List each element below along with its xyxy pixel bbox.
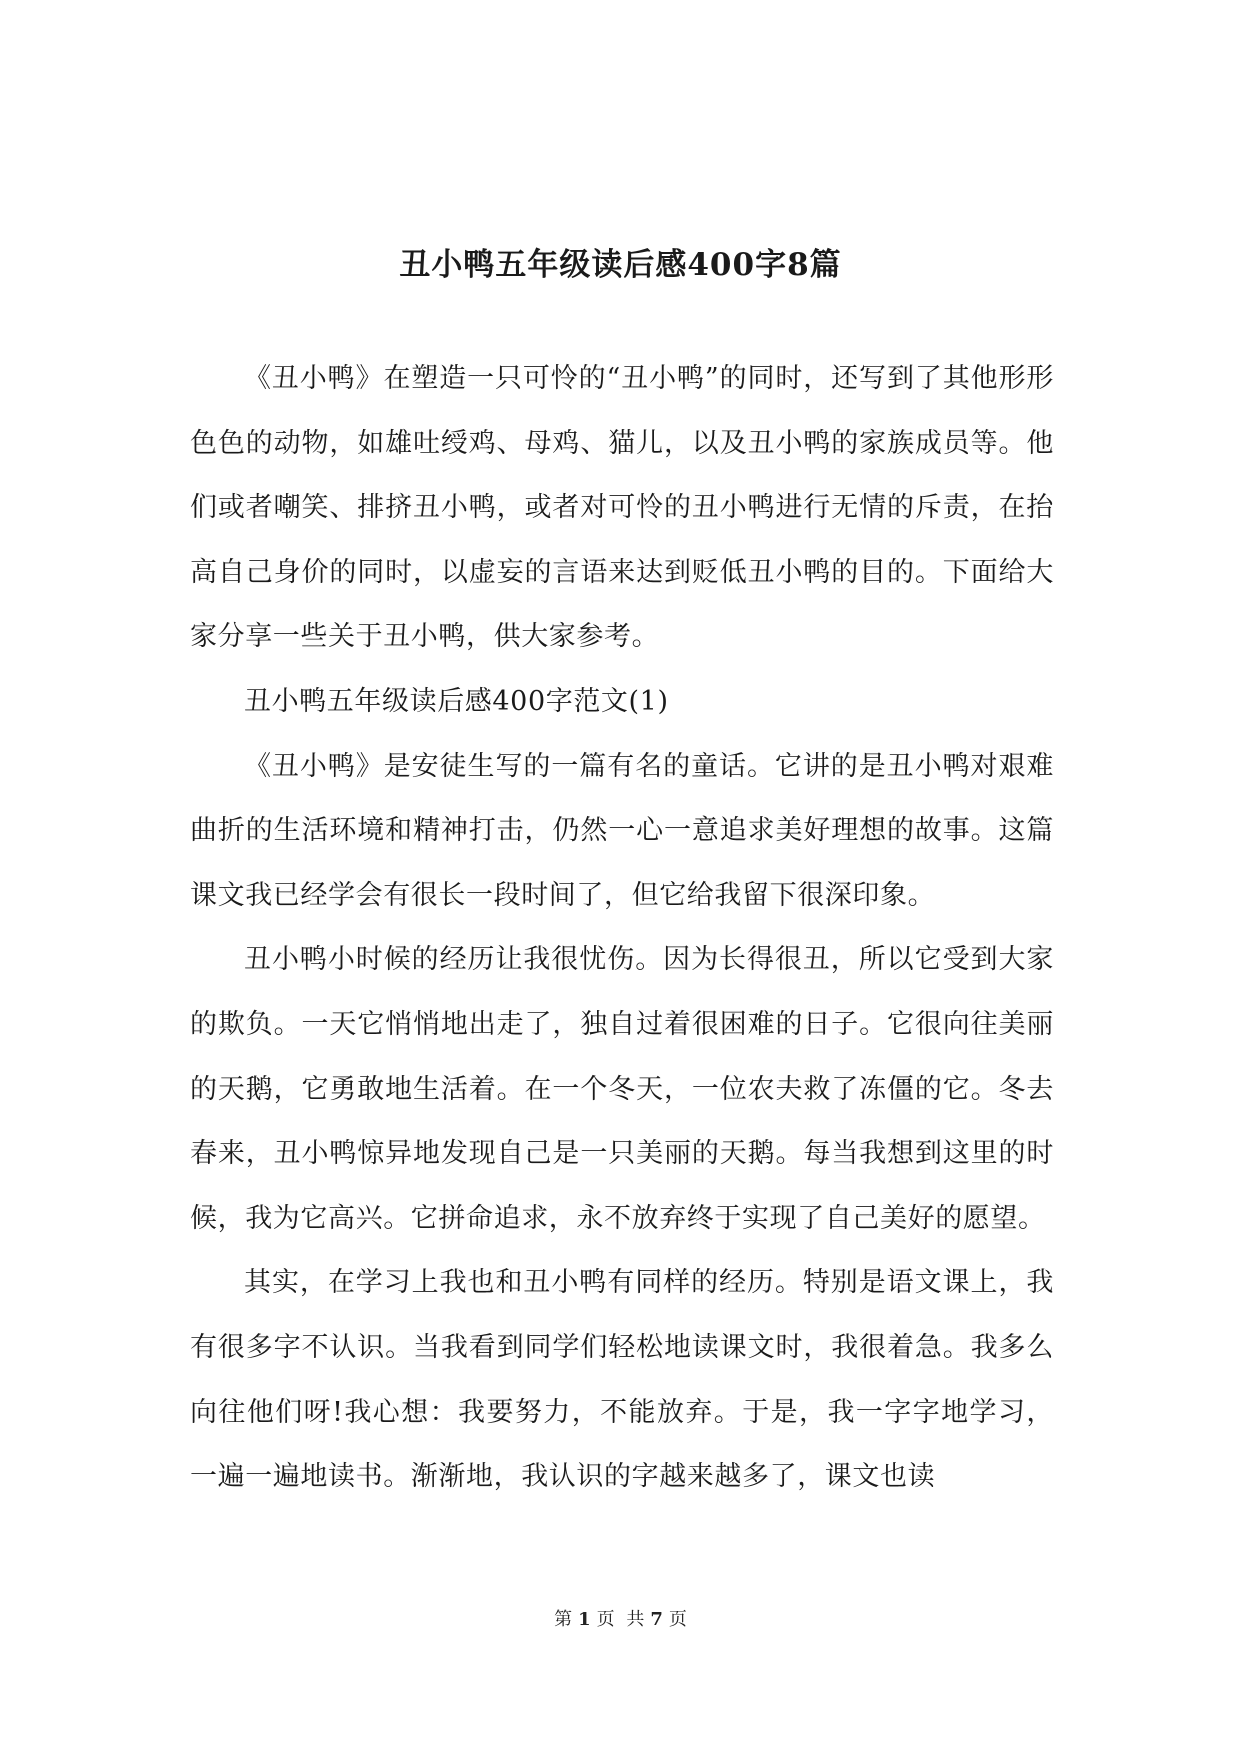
body-paragraph: 《丑小鸭》是安徒生写的一篇有名的童话。它讲的是丑小鸭对艰难曲折的生活环境和精神打击，仍然一心一意追求美好理想的故事。这篇课文我已经学会有很长一段时间了，但它给我留下很深印象。 [190, 750, 1054, 911]
page-number: 1 [578, 1609, 591, 1630]
footer-prefix: 第 [554, 1609, 573, 1630]
footer-total-prefix: 共 [626, 1609, 645, 1630]
body-paragraph: 其实，在学习上我也和丑小鸭有同样的经历。特别是语文课上，我有很多字不认识。当我看到同学们轻松地读课文时，我很着急。我多么向往他们呀!我心想：我要努力，不能放弃。于是，我一字字地学习，一遍一遍地读书。渐渐地，我认识的字越来越多了，课文也读 [190, 1267, 1054, 1493]
total-pages: 7 [650, 1609, 663, 1630]
footer-page-unit: 页 [596, 1609, 615, 1630]
section-heading: 丑小鸭五年级读后感400字范文(1) [244, 685, 669, 717]
footer-total-unit: 页 [668, 1609, 687, 1630]
document-title: 丑小鸭五年级读后感400字8篇 [399, 246, 842, 283]
document-body [190, 347, 1054, 1510]
body-paragraph: 丑小鸭小时候的经历让我很忧伤。因为长得很丑，所以它受到大家的欺负。一天它悄悄地出走了，独自过着很困难的日子。它很向往美丽的天鹅，它勇敢地生活着。在一个冬天，一位农夫救了冻僵的它。冬去春来，丑小鸭惊异地发现自己是一只美丽的天鹅。每当我想到这里的时候，我为它高兴。它拼命追求，永不放弃终于实现了自己美好的愿望。 [190, 944, 1054, 1234]
intro-paragraph: 《丑小鸭》在塑造一只可怜的“丑小鸭”的同时，还写到了其他形形色色的动物，如雄吐绶鸡、母鸡、猫儿，以及丑小鸭的家族成员等。他们或者嘲笑、排挤丑小鸭，或者对可怜的丑小鸭进行无情的斥责，在抬高自己身价的同时，以虚妄的言语来达到贬低丑小鸭的目的。下面给大家分享一些关于丑小鸭，供大家参考。 [190, 363, 1054, 653]
page-footer [0, 1608, 1241, 1632]
